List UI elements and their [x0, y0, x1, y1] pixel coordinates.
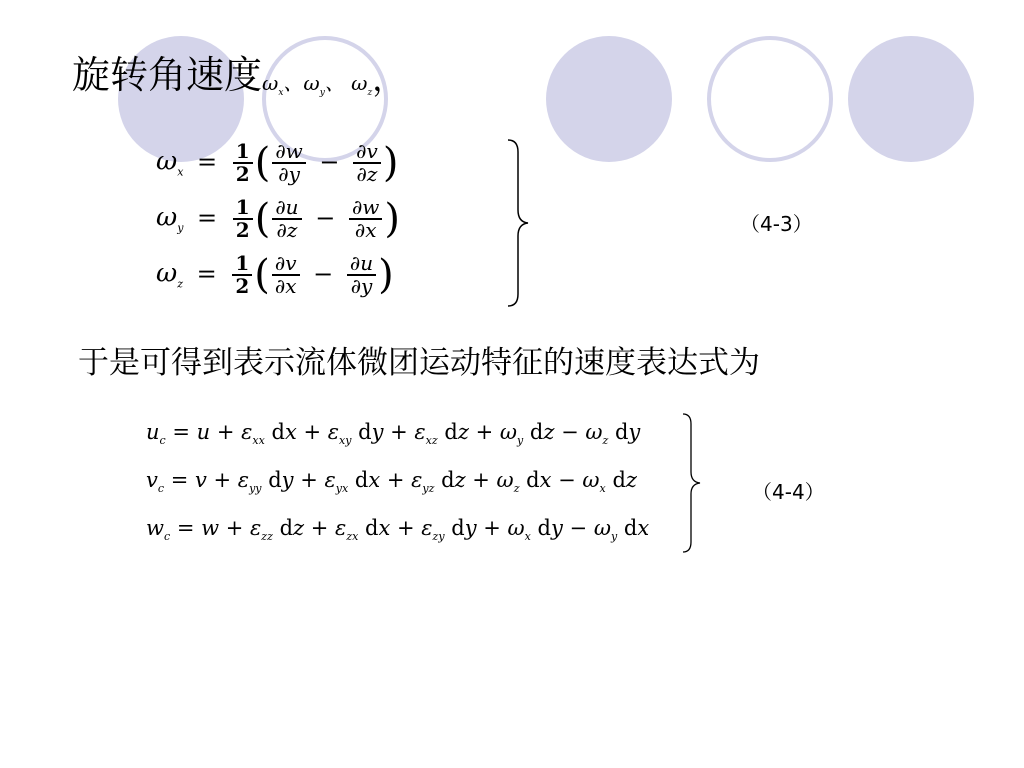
equation-4-4-row: $v_c = v + \varepsilon_{yy}$ dy + $\varepsilon_{yx}$ dx + $\varepsilon_{yz}$ dz + $\omega_z$ dx − $\omega_x$ dz: [146, 468, 637, 496]
partial-fraction: [272, 141, 305, 185]
partial-fraction: [272, 253, 300, 297]
equals-sign: =: [189, 259, 225, 288]
omega-symbol: ω: [156, 146, 178, 177]
half-fraction: [233, 197, 253, 241]
minus-sign: −: [311, 147, 348, 176]
omega-symbol: ω: [156, 258, 178, 289]
equals-sign: =: [189, 203, 225, 232]
half-fraction-numerator: 1: [233, 141, 253, 164]
right-paren: ): [378, 252, 394, 298]
half-fraction-denominator: 2: [235, 274, 250, 298]
equation-label-4-3: （4-3）: [740, 212, 813, 236]
half-fraction-numerator: 1: [232, 253, 252, 276]
partial-fraction-denominator: ∂y: [278, 162, 300, 186]
equation-4-3-row: [156, 252, 394, 298]
equation-4-3-row: [156, 196, 400, 242]
title-omegas: $\omega_x$、$\omega_y$、 $\omega_z$，: [262, 60, 405, 98]
half-fraction: [232, 253, 252, 297]
decor-circle-5: [848, 36, 974, 162]
partial-fraction-numerator: ∂v: [272, 253, 300, 276]
omega-subscript: z: [177, 277, 183, 291]
slide-title: [72, 44, 404, 99]
left-paren: (: [254, 252, 270, 298]
minus-sign: −: [307, 203, 343, 232]
partial-fraction: [349, 197, 382, 241]
half-fraction: [233, 141, 253, 185]
partial-fraction-numerator: ∂u: [347, 253, 376, 276]
partial-fraction-denominator: ∂z: [356, 162, 378, 186]
partial-fraction-denominator: ∂x: [354, 218, 377, 242]
partial-fraction-numerator: ∂v: [353, 141, 381, 164]
decor-circle-3: [546, 36, 672, 162]
partial-fraction-numerator: ∂w: [272, 141, 305, 164]
right-brace-4-3: [504, 138, 534, 308]
equals-sign: =: [189, 147, 225, 176]
half-fraction-denominator: 2: [235, 162, 250, 186]
partial-fraction: [347, 253, 376, 297]
right-paren: ): [382, 140, 399, 186]
equation-label-4-4: （4-4）: [752, 480, 825, 504]
partial-fraction-denominator: ∂x: [274, 274, 297, 298]
omega-subscript: x: [177, 165, 184, 179]
partial-fraction-numerator: ∂u: [272, 197, 301, 220]
equation-4-4-row: $u_c = u + \varepsilon_{xx}$ dx + $\varepsilon_{xy}$ dy + $\varepsilon_{xz}$ dz + $\omega_y$ dz − $\omega_z$ dy: [146, 420, 641, 448]
partial-fraction-denominator: ∂y: [350, 274, 373, 298]
omega-symbol: ω: [156, 202, 178, 233]
partial-fraction-numerator: ∂w: [349, 197, 382, 220]
decor-circle-4: [707, 36, 833, 162]
partial-fraction-denominator: ∂z: [276, 218, 298, 242]
half-fraction-denominator: 2: [235, 218, 250, 242]
equation-4-3-row: [156, 140, 398, 186]
omega-subscript: y: [177, 221, 184, 235]
title-text: 旋转角速度: [72, 53, 263, 97]
right-paren: ): [384, 196, 401, 242]
minus-sign: −: [305, 259, 341, 288]
body-text: 于是可得到表示流体微团运动特征的速度表达式为: [78, 345, 760, 381]
left-paren: (: [254, 140, 271, 186]
left-paren: (: [254, 196, 271, 242]
half-fraction-numerator: 1: [233, 197, 253, 220]
partial-fraction: [353, 141, 381, 185]
equation-4-4-row: $w_c = w + \varepsilon_{zz}$ dz + $\varepsilon_{zx}$ dx + $\varepsilon_{zy}$ dy + $\omega_x$ dy − $\omega_y$ dx: [146, 516, 650, 544]
partial-fraction: [272, 197, 301, 241]
right-brace-4-4: [680, 412, 706, 554]
